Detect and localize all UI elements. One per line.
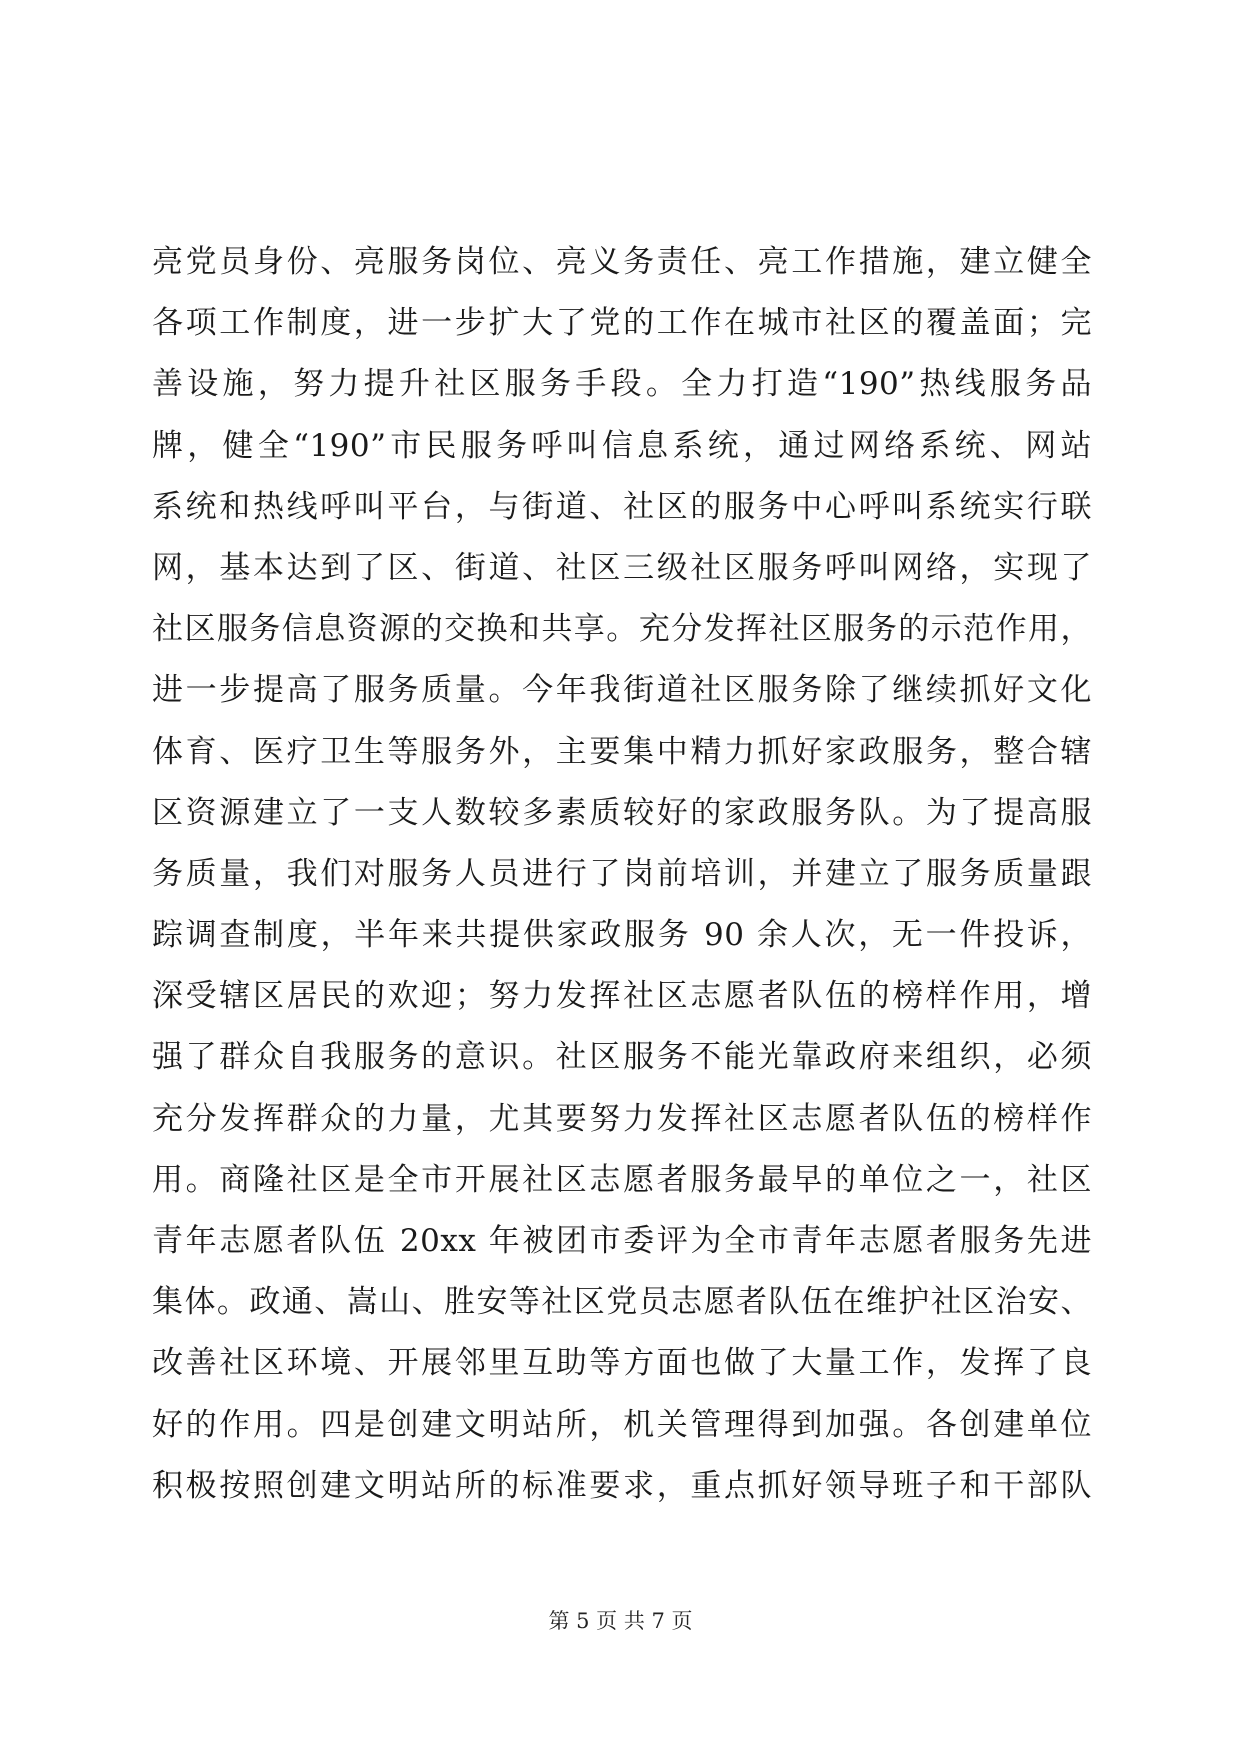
text-line: 务质量，我们对服务人员进行了岗前培训，并建立了服务质量跟: [152, 855, 1092, 892]
text-line: 踪调查制度，半年来共提供家政服务 90 余人次，无一件投诉，: [152, 917, 1092, 954]
text-line: 改善社区环境、开展邻里互助等方面也做了大量工作，发挥了良: [152, 1345, 1092, 1382]
text-line: 体育、医疗卫生等服务外，主要集中精力抓好家政服务，整合辖: [152, 733, 1092, 770]
text-line: 强了群众自我服务的意识。社区服务不能光靠政府来组织，必须: [152, 1039, 1092, 1076]
text-line: 系统和热线呼叫平台，与街道、社区的服务中心呼叫系统实行联: [152, 488, 1092, 525]
text-line: 用。商隆社区是全市开展社区志愿者服务最早的单位之一，社区: [152, 1161, 1092, 1198]
text-line: 积极按照创建文明站所的标准要求，重点抓好领导班子和干部队: [152, 1467, 1092, 1504]
text-line: 牌，健全“190”市民服务呼叫信息系统，通过网络系统、网站: [152, 427, 1092, 464]
text-line: 亮党员身份、亮服务岗位、亮义务责任、亮工作措施，建立健全: [152, 244, 1092, 280]
body-text: [152, 232, 1092, 1517]
text-line: 网，基本达到了区、街道、社区三级社区服务呼叫网络，实现了: [152, 549, 1092, 586]
text-line: 善设施，努力提升社区服务手段。全力打造“190”热线服务品: [152, 366, 1092, 403]
text-line: 青年志愿者队伍 20xx 年被团市委评为全市青年志愿者服务先进: [152, 1223, 1092, 1259]
text-line: 深受辖区居民的欢迎；努力发挥社区志愿者队伍的榜样作用，增: [152, 978, 1092, 1015]
text-line: 区资源建立了一支人数较多素质较好的家政服务队。为了提高服: [152, 794, 1092, 831]
text-line: 各项工作制度，进一步扩大了党的工作在城市社区的覆盖面；完: [152, 305, 1092, 342]
page-number-label: 第 5 页 共 7 页: [548, 1609, 693, 1633]
text-line: 充分发挥群众的力量，尤其要努力发挥社区志愿者队伍的榜样作: [152, 1100, 1092, 1137]
text-line: 好的作用。四是创建文明站所，机关管理得到加强。各创建单位: [152, 1406, 1092, 1443]
text-line: 进一步提高了服务质量。今年我街道社区服务除了继续抓好文化: [152, 672, 1092, 709]
text-line: 社区服务信息资源的交换和共享。充分发挥社区服务的示范作用，: [152, 611, 1092, 648]
text-line: 集体。政通、嵩山、胜安等社区党员志愿者队伍在维护社区治安、: [152, 1284, 1092, 1321]
page-footer: [0, 1606, 1241, 1636]
